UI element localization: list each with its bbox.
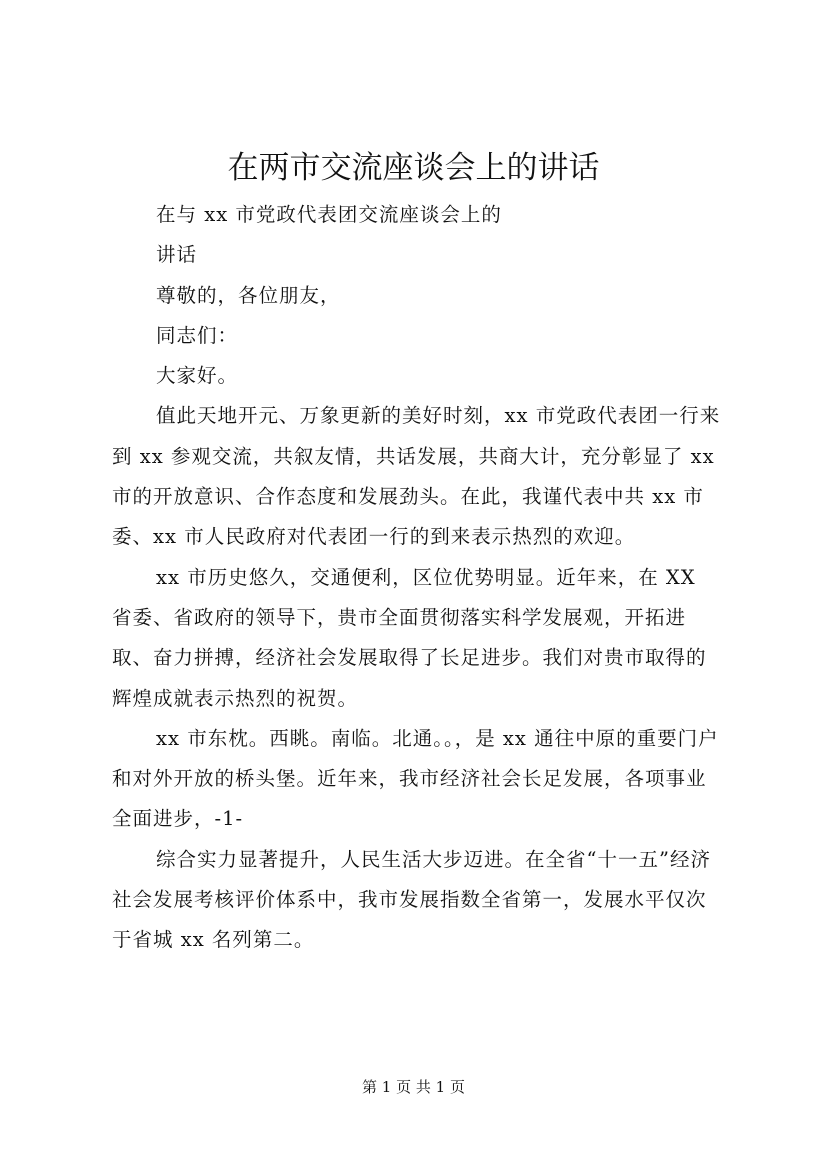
- paragraph-development: 综合实力显著提升，人民生活大步迈进。在全省“十一五”经济社会发展考核评价体系中，我市发展指数全省第一，发展水平仅次于省城 xx 名列第二。: [112, 847, 711, 952]
- document-title: 在两市交流座谈会上的讲话: [227, 150, 600, 186]
- document-body: [112, 195, 722, 961]
- paragraph-salutation-2: 同志们：: [156, 323, 239, 347]
- paragraph-location: xx 市东枕。西眺。南临。北通。。，是 xx 通往中原的重要门户和对外开放的桥头堡。近年来，我市经济社会长足发展，各项事业全面进步，-1-: [112, 726, 719, 831]
- page-footer: 第 1 页 共 1 页: [362, 1078, 465, 1096]
- paragraph-welcome: 值此天地开元、万象更新的美好时刻，xx 市党政代表团一行来到 xx 参观交流，共叙友情，共话发展，共商大计，充分彰显了 xx 市的开放意识、合作态度和发展劲头。在此，我谨代表中共 xx 市委、xx 市人民政府对代表团一行的到来表示热烈的欢迎。: [112, 404, 721, 549]
- paragraph-salutation: 尊敬的，各位朋友，: [156, 283, 341, 307]
- paragraph-heading-line-2: 讲话: [156, 243, 198, 267]
- paragraph-history: xx 市历史悠久，交通便利，区位优势明显。近年来，在 XX 省委、省政府的领导下，贵市全面贯彻落实科学发展观，开拓进取、奋力拼搏，经济社会发展取得了长足进步。我们对贵市取得的辉煌成就表示热烈的祝贺。: [112, 565, 707, 710]
- paragraph-greeting: 大家好。: [156, 364, 239, 388]
- paragraph-heading-line-1: 在与 xx 市党政代表团交流座谈会上的: [156, 203, 502, 226]
